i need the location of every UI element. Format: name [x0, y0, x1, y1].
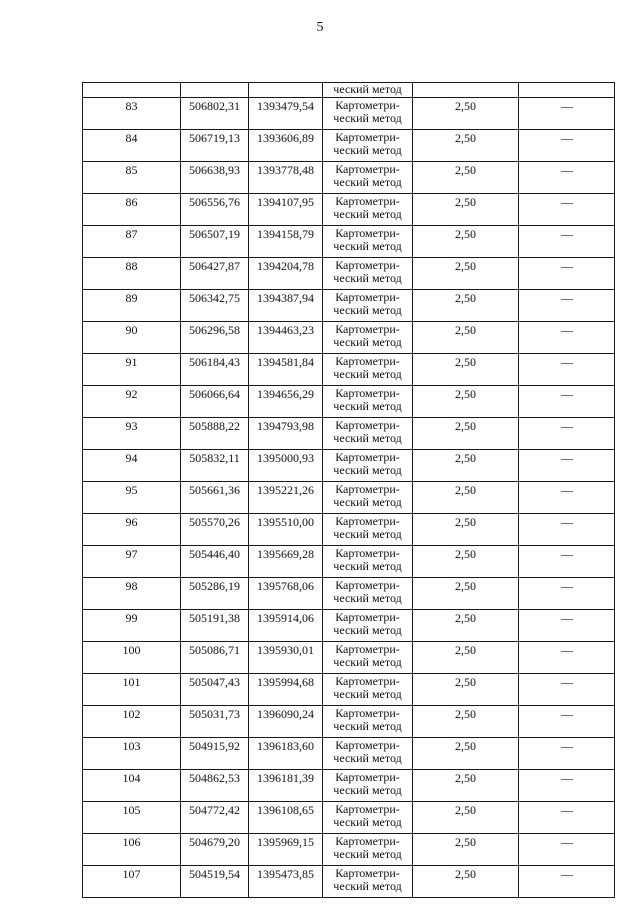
- coord-x: 506507,19: [181, 226, 249, 258]
- coord-x: 505446,40: [181, 546, 249, 578]
- description: —: [519, 354, 615, 386]
- accuracy: 2,50: [413, 546, 519, 578]
- cell-x: [181, 83, 249, 98]
- method-line2: ческий метод: [333, 623, 402, 637]
- accuracy: 2,50: [413, 738, 519, 770]
- table-row: [83, 226, 615, 258]
- coord-y: 1395221,26: [249, 482, 323, 514]
- accuracy: 2,50: [413, 418, 519, 450]
- coord-x: 506802,31: [181, 98, 249, 130]
- method-cell: [323, 482, 413, 514]
- coord-y: 1394581,84: [249, 354, 323, 386]
- method-cell: [323, 386, 413, 418]
- accuracy: 2,50: [413, 642, 519, 674]
- coord-x: 506638,93: [181, 162, 249, 194]
- table-row: [83, 258, 615, 290]
- point-number: 86: [83, 194, 181, 226]
- method-line2: ческий метод: [333, 111, 402, 125]
- method-line2: ческий метод: [333, 207, 402, 221]
- method-line2: ческий метод: [333, 367, 402, 381]
- description: —: [519, 130, 615, 162]
- coord-x: 506184,43: [181, 354, 249, 386]
- coordinates-table: [82, 82, 615, 898]
- method-cell: [323, 258, 413, 290]
- method-cell: [323, 674, 413, 706]
- point-number: 88: [83, 258, 181, 290]
- coord-y: 1394656,29: [249, 386, 323, 418]
- accuracy: 2,50: [413, 802, 519, 834]
- accuracy: 2,50: [413, 450, 519, 482]
- method-line2: ческий метод: [333, 591, 402, 605]
- table-row: [83, 802, 615, 834]
- point-number: 89: [83, 290, 181, 322]
- accuracy: 2,50: [413, 674, 519, 706]
- method-cell: [323, 866, 413, 898]
- point-number: 87: [83, 226, 181, 258]
- method-line1: Картометри-: [335, 482, 400, 496]
- description: —: [519, 386, 615, 418]
- method-line1: Картометри-: [335, 642, 400, 656]
- method-cell: [323, 546, 413, 578]
- coord-y: 1395669,28: [249, 546, 323, 578]
- coord-x: 505661,36: [181, 482, 249, 514]
- description: —: [519, 674, 615, 706]
- description: —: [519, 98, 615, 130]
- accuracy: 2,50: [413, 258, 519, 290]
- coord-x: 505191,38: [181, 610, 249, 642]
- coord-x: 506427,87: [181, 258, 249, 290]
- point-number: 103: [83, 738, 181, 770]
- method-line2: ческий метод: [333, 495, 402, 509]
- description: —: [519, 610, 615, 642]
- accuracy: 2,50: [413, 162, 519, 194]
- method-cell: [323, 98, 413, 130]
- method-cell: [323, 130, 413, 162]
- method-line1: Картометри-: [335, 386, 400, 400]
- table-row: [83, 290, 615, 322]
- coord-y: 1395930,01: [249, 642, 323, 674]
- cell-num: [83, 83, 181, 98]
- table-row: [83, 738, 615, 770]
- description: —: [519, 258, 615, 290]
- coord-x: 505047,43: [181, 674, 249, 706]
- method-line1: Картометри-: [335, 322, 400, 336]
- method-cell: [323, 450, 413, 482]
- description: —: [519, 770, 615, 802]
- coord-y: 1395969,15: [249, 834, 323, 866]
- method-line1: Картометри-: [335, 514, 400, 528]
- method-line2: ческий метод: [333, 335, 402, 349]
- coord-y: 1394793,98: [249, 418, 323, 450]
- point-number: 102: [83, 706, 181, 738]
- method-cell: [323, 738, 413, 770]
- table-row: [83, 674, 615, 706]
- method-line2: ческий метод: [333, 751, 402, 765]
- coord-x: 506556,76: [181, 194, 249, 226]
- method-line2: ческий метод: [333, 815, 402, 829]
- method-line1: Картометри-: [335, 578, 400, 592]
- table-body: [83, 83, 615, 898]
- description: —: [519, 578, 615, 610]
- point-number: 91: [83, 354, 181, 386]
- coord-y: 1396183,60: [249, 738, 323, 770]
- coord-x: 505832,11: [181, 450, 249, 482]
- table-row: [83, 578, 615, 610]
- point-number: 84: [83, 130, 181, 162]
- coord-y: 1395768,06: [249, 578, 323, 610]
- coord-y: 1395914,06: [249, 610, 323, 642]
- table-row: [83, 770, 615, 802]
- description: —: [519, 418, 615, 450]
- method-cell: [323, 706, 413, 738]
- point-number: 104: [83, 770, 181, 802]
- table-row: [83, 418, 615, 450]
- coord-x: 504862,53: [181, 770, 249, 802]
- method-cell: [323, 418, 413, 450]
- table-row: [83, 130, 615, 162]
- coord-x: 505286,19: [181, 578, 249, 610]
- method-line2: ческий метод: [333, 271, 402, 285]
- table-row: [83, 162, 615, 194]
- point-number: 90: [83, 322, 181, 354]
- accuracy: 2,50: [413, 98, 519, 130]
- method-cell: [323, 162, 413, 194]
- point-number: 97: [83, 546, 181, 578]
- coord-y: 1394204,78: [249, 258, 323, 290]
- coord-x: 504519,54: [181, 866, 249, 898]
- table-row: [83, 866, 615, 898]
- description: —: [519, 226, 615, 258]
- method-line1: Картометри-: [335, 226, 400, 240]
- accuracy: 2,50: [413, 226, 519, 258]
- point-number: 99: [83, 610, 181, 642]
- coord-y: 1395000,93: [249, 450, 323, 482]
- method-cell: [323, 514, 413, 546]
- point-number: 85: [83, 162, 181, 194]
- coord-y: 1396108,65: [249, 802, 323, 834]
- coord-x: 505086,71: [181, 642, 249, 674]
- coord-y: 1396181,39: [249, 770, 323, 802]
- point-number: 94: [83, 450, 181, 482]
- point-number: 101: [83, 674, 181, 706]
- method-cell: [323, 834, 413, 866]
- point-number: 100: [83, 642, 181, 674]
- description: —: [519, 834, 615, 866]
- coord-y: 1393606,89: [249, 130, 323, 162]
- method-cell: [323, 226, 413, 258]
- continued-method-text: ческий метод: [323, 83, 413, 98]
- method-line2: ческий метод: [333, 559, 402, 573]
- coord-y: 1394463,23: [249, 322, 323, 354]
- coord-x: 506296,58: [181, 322, 249, 354]
- accuracy: 2,50: [413, 578, 519, 610]
- method-line1: Картометри-: [335, 130, 400, 144]
- table-row: [83, 706, 615, 738]
- table-row: [83, 482, 615, 514]
- method-cell: [323, 194, 413, 226]
- table-row: [83, 642, 615, 674]
- method-line1: Картометри-: [335, 354, 400, 368]
- accuracy: 2,50: [413, 130, 519, 162]
- point-number: 106: [83, 834, 181, 866]
- method-line1: Картометри-: [335, 834, 400, 848]
- table-row: [83, 610, 615, 642]
- method-line2: ческий метод: [333, 175, 402, 189]
- page-number: 5: [316, 20, 324, 35]
- description: —: [519, 546, 615, 578]
- cell-accuracy: [413, 83, 519, 98]
- cell-description: [519, 83, 615, 98]
- accuracy: 2,50: [413, 834, 519, 866]
- method-line1: Картометри-: [335, 450, 400, 464]
- coord-y: 1394387,94: [249, 290, 323, 322]
- description: —: [519, 322, 615, 354]
- coord-y: 1395510,00: [249, 514, 323, 546]
- coord-x: 506066,64: [181, 386, 249, 418]
- description: —: [519, 162, 615, 194]
- point-number: 83: [83, 98, 181, 130]
- point-number: 107: [83, 866, 181, 898]
- accuracy: 2,50: [413, 194, 519, 226]
- method-line1: Картометри-: [335, 674, 400, 688]
- coord-x: 505888,22: [181, 418, 249, 450]
- description: —: [519, 290, 615, 322]
- point-number: 96: [83, 514, 181, 546]
- method-line2: ческий метод: [333, 143, 402, 157]
- description: —: [519, 450, 615, 482]
- coord-y: 1395994,68: [249, 674, 323, 706]
- method-line1: Картометри-: [335, 258, 400, 272]
- method-cell: [323, 354, 413, 386]
- method-line1: Картометри-: [335, 610, 400, 624]
- method-cell: [323, 290, 413, 322]
- method-line1: Картометри-: [335, 98, 400, 112]
- method-line2: ческий метод: [333, 303, 402, 317]
- coord-y: 1396090,24: [249, 706, 323, 738]
- coord-x: 506719,13: [181, 130, 249, 162]
- coord-x: 504915,92: [181, 738, 249, 770]
- method-cell: [323, 578, 413, 610]
- method-line2: ческий метод: [333, 655, 402, 669]
- method-line1: Картометри-: [335, 418, 400, 432]
- table-row: [83, 354, 615, 386]
- table-row: [83, 514, 615, 546]
- coord-y: 1393778,48: [249, 162, 323, 194]
- accuracy: 2,50: [413, 354, 519, 386]
- accuracy: 2,50: [413, 482, 519, 514]
- method-cell: [323, 802, 413, 834]
- table-row: [83, 546, 615, 578]
- point-number: 98: [83, 578, 181, 610]
- table-row: [83, 98, 615, 130]
- accuracy: 2,50: [413, 866, 519, 898]
- accuracy: 2,50: [413, 610, 519, 642]
- method-line1: Картометри-: [335, 162, 400, 176]
- coord-x: 504679,20: [181, 834, 249, 866]
- accuracy: 2,50: [413, 770, 519, 802]
- cell-y: [249, 83, 323, 98]
- method-line1: Картометри-: [335, 546, 400, 560]
- point-number: 95: [83, 482, 181, 514]
- method-line1: Картометри-: [335, 194, 400, 208]
- description: —: [519, 642, 615, 674]
- continued-row: [83, 83, 615, 98]
- method-line2: ческий метод: [333, 431, 402, 445]
- table-row: [83, 322, 615, 354]
- description: —: [519, 802, 615, 834]
- description: —: [519, 482, 615, 514]
- method-line1: Картометри-: [335, 802, 400, 816]
- coord-y: 1395473,85: [249, 866, 323, 898]
- description: —: [519, 866, 615, 898]
- method-line1: Картометри-: [335, 866, 400, 880]
- accuracy: 2,50: [413, 514, 519, 546]
- table-row: [83, 450, 615, 482]
- method-cell: [323, 322, 413, 354]
- coord-x: 506342,75: [181, 290, 249, 322]
- method-cell: [323, 770, 413, 802]
- method-line2: ческий метод: [333, 783, 402, 797]
- method-line1: Картометри-: [335, 738, 400, 752]
- accuracy: 2,50: [413, 706, 519, 738]
- description: —: [519, 194, 615, 226]
- table-row: [83, 834, 615, 866]
- coord-x: 504772,42: [181, 802, 249, 834]
- coord-y: 1393479,54: [249, 98, 323, 130]
- method-line1: Картометри-: [335, 290, 400, 304]
- method-cell: [323, 610, 413, 642]
- point-number: 105: [83, 802, 181, 834]
- method-line2: ческий метод: [333, 399, 402, 413]
- method-line2: ческий метод: [333, 879, 402, 893]
- point-number: 92: [83, 386, 181, 418]
- coord-y: 1394107,95: [249, 194, 323, 226]
- method-line1: Картометри-: [335, 770, 400, 784]
- method-line2: ческий метод: [333, 687, 402, 701]
- method-line2: ческий метод: [333, 239, 402, 253]
- table-row: [83, 386, 615, 418]
- point-number: 93: [83, 418, 181, 450]
- table-row: [83, 194, 615, 226]
- method-line2: ческий метод: [333, 463, 402, 477]
- accuracy: 2,50: [413, 290, 519, 322]
- method-line1: Картометри-: [335, 706, 400, 720]
- accuracy: 2,50: [413, 386, 519, 418]
- coord-x: 505570,26: [181, 514, 249, 546]
- coord-x: 505031,73: [181, 706, 249, 738]
- description: —: [519, 706, 615, 738]
- description: —: [519, 514, 615, 546]
- method-line2: ческий метод: [333, 719, 402, 733]
- method-line2: ческий метод: [333, 527, 402, 541]
- description: —: [519, 738, 615, 770]
- method-line2: ческий метод: [333, 847, 402, 861]
- method-cell: [323, 642, 413, 674]
- coord-y: 1394158,79: [249, 226, 323, 258]
- accuracy: 2,50: [413, 322, 519, 354]
